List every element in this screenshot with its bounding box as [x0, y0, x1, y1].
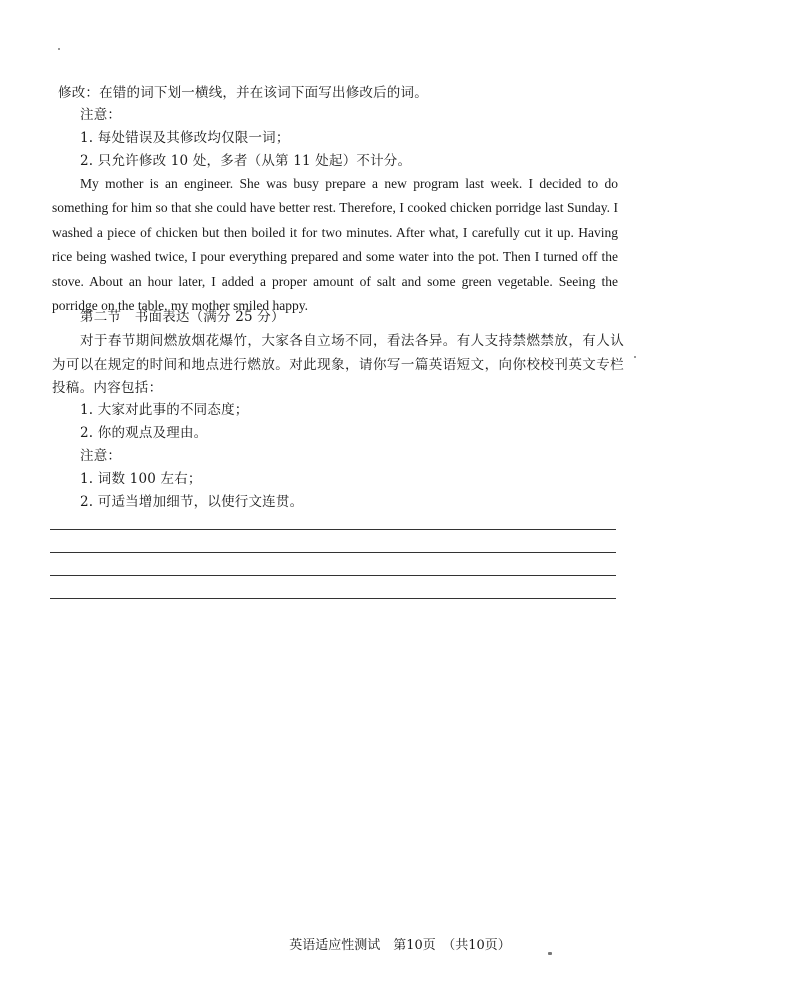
answer-line-3 — [50, 575, 616, 576]
writing-prompt: 对于春节期间燃放烟花爆竹，大家各自立场不同，看法各异。有人支持禁燃禁放，有人认为可以在规定的时间和地点进行燃放。对此现象，请你写一篇英语短文，向你校校刊英文专栏投稿。内容包括： — [52, 333, 624, 396]
scan-speck — [58, 48, 60, 50]
note-label: 注意： — [80, 107, 122, 123]
modify-instruction: 修改：在错的词下划一横线，并在该词下面写出修改后的词。 — [58, 85, 428, 101]
writing-note-2: 2. 可适当增加细节，以使行文连贯。 — [80, 494, 304, 510]
note-item-1: 1. 每处错误及其修改均仅限一词； — [80, 130, 290, 146]
answer-line-2 — [50, 552, 616, 553]
answer-line-4 — [50, 598, 616, 599]
answer-line-1 — [50, 529, 616, 530]
error-correction-passage: My mother is an engineer. She was busy prepare a new program last week. I decided to do something for him so that she could have better rest. Therefore, I cooked chicken porridge last Sunday. I washed a piece of chicken but then boiled it for two minutes. After what, I carefully cut it up. Having rice being washed twice, I pour everything prepared and some water into the pot. Then I turned off the stove. About an hour later, I added a proper amount of salt and some green vegetable. Seeing the porridge on the table, my mother smiled happy. — [52, 176, 618, 314]
section-2-heading: 第二节 书面表达（满分 25 分） — [80, 309, 285, 325]
scan-speck — [634, 356, 636, 358]
content-item-2: 2. 你的观点及理由。 — [80, 425, 208, 441]
note-item-2: 2. 只允许修改 10 处，多者（从第 11 处起）不计分。 — [80, 153, 412, 169]
page-footer: 英语适应性测试 第10页 （共10页） — [289, 938, 511, 953]
scan-speck — [548, 952, 552, 955]
writing-note-label: 注意： — [80, 448, 122, 464]
writing-note-1: 1. 词数 100 左右； — [80, 471, 202, 487]
content-item-1: 1. 大家对此事的不同态度； — [80, 402, 249, 418]
